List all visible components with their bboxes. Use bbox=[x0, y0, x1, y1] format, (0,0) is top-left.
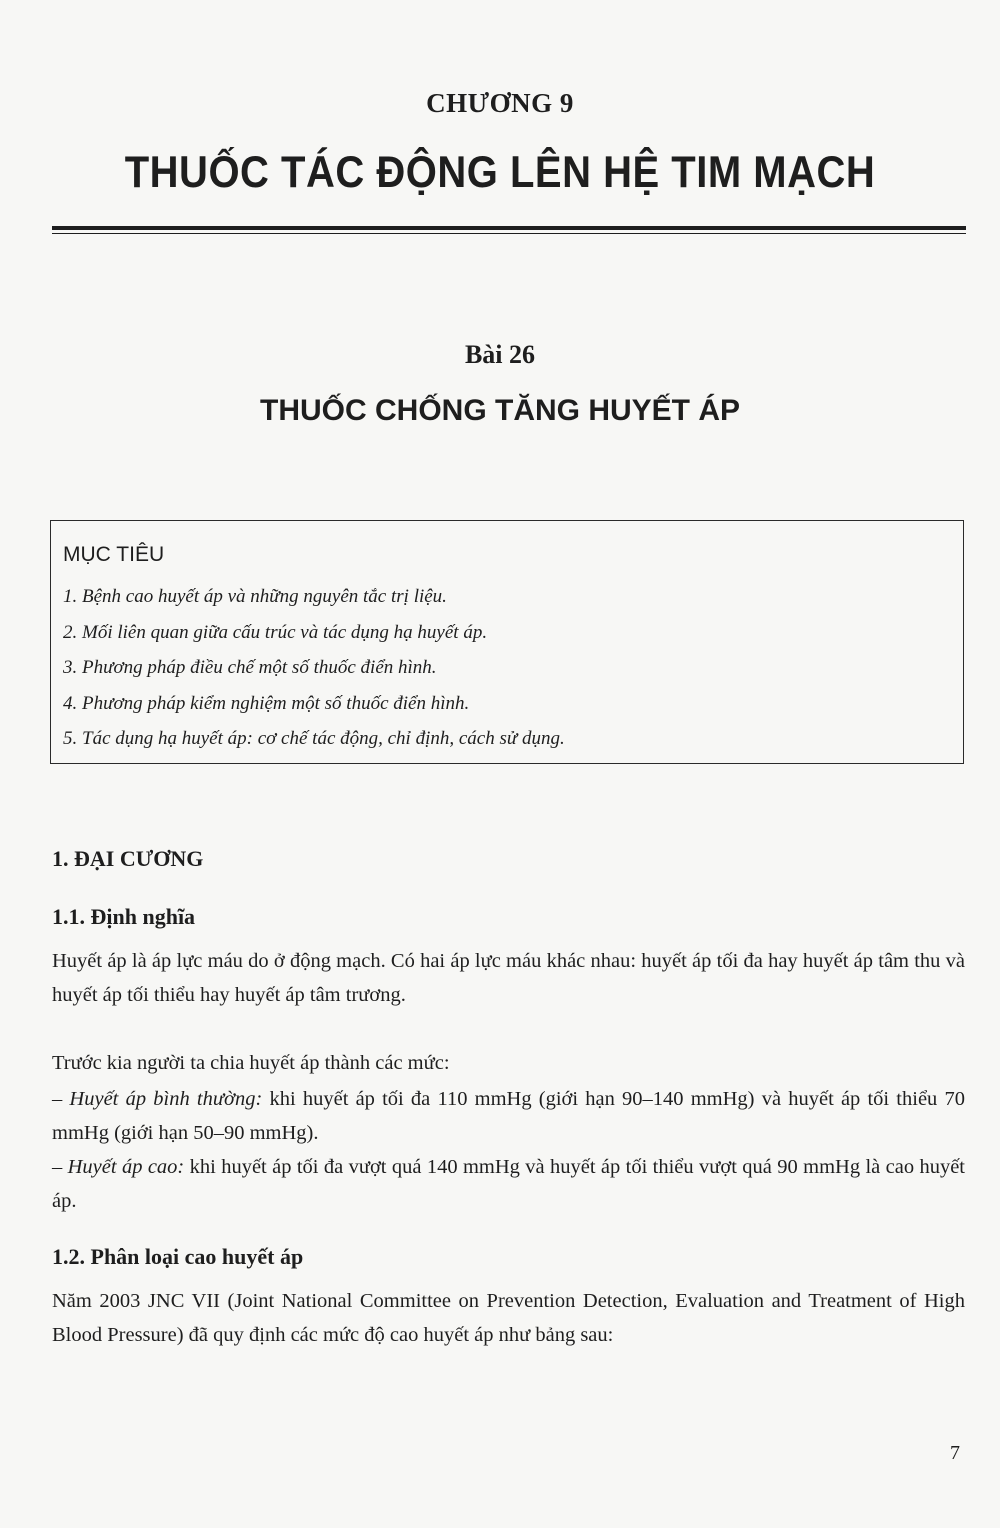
objective-item: 3. Phương pháp điều chế một số thuốc điển hình. bbox=[63, 657, 437, 678]
normal-bp-text: khi huyết áp tối đa 110 mmHg (giới hạn 90–140 mmHg) và huyết áp tối thiểu 70 mmHg (giới hạn 50–90 mmHg). bbox=[52, 1088, 965, 1144]
chapter-title: THUỐC TÁC ĐỘNG LÊN HỆ TIM MẠCH bbox=[124, 148, 876, 198]
chapter-divider-thin bbox=[52, 233, 966, 234]
objectives-box bbox=[50, 520, 964, 764]
definition-paragraph: Huyết áp là áp lực máu do ở động mạch. Có hai áp lực máu khác nhau: huyết áp tối đa hay huyết áp tâm thu và huyết áp tối thiểu hay huyết áp tâm trương. bbox=[52, 950, 965, 1006]
objective-item: 2. Mối liên quan giữa cấu trúc và tác dụng hạ huyết áp. bbox=[63, 621, 488, 643]
page-number: 7 bbox=[950, 1442, 960, 1464]
chapter-divider-thick bbox=[52, 226, 966, 230]
high-bp-text: khi huyết áp tối đa vượt quá 140 mmHg và huyết áp tối thiểu vượt quá 90 mmHg là cao huyết áp. bbox=[52, 1156, 965, 1212]
high-bp-term: – Huyết áp cao: bbox=[52, 1156, 185, 1178]
objective-item: 5. Tác dụng hạ huyết áp: cơ chế tác động, chỉ định, cách sử dụng. bbox=[63, 728, 565, 749]
normal-bp-term: – Huyết áp bình thường: bbox=[52, 1088, 263, 1110]
subsection-heading-classification: 1.2. Phân loại cao huyết áp bbox=[52, 1244, 304, 1269]
objectives-list bbox=[63, 579, 953, 757]
normal-bp-item bbox=[52, 1082, 965, 1150]
lesson-number: Bài 26 bbox=[464, 340, 536, 369]
jnc-paragraph: Năm 2003 JNC VII (Joint National Committee on Prevention Detection, Evaluation and Treatment of High Blood Pressure) đã quy định các mức độ cao huyết áp như bảng sau: bbox=[52, 1290, 965, 1346]
subsection-heading-definition: 1.1. Định nghĩa bbox=[52, 904, 196, 929]
lesson-title: THUỐC CHỐNG TĂNG HUYẾT ÁP bbox=[260, 394, 740, 427]
objective-item: 4. Phương pháp kiểm nghiệm một số thuốc điển hình. bbox=[63, 692, 470, 714]
high-bp-item bbox=[52, 1150, 965, 1218]
objective-item: 1. Bệnh cao huyết áp và những nguyên tắc trị liệu. bbox=[63, 586, 447, 607]
objectives-heading: MỤC TIÊU bbox=[63, 543, 165, 566]
classification-intro: Trước kia người ta chia huyết áp thành các mức: bbox=[52, 1052, 450, 1074]
chapter-label: CHƯƠNG 9 bbox=[426, 88, 574, 118]
section-heading-general: 1. ĐẠI CƯƠNG bbox=[52, 846, 204, 871]
